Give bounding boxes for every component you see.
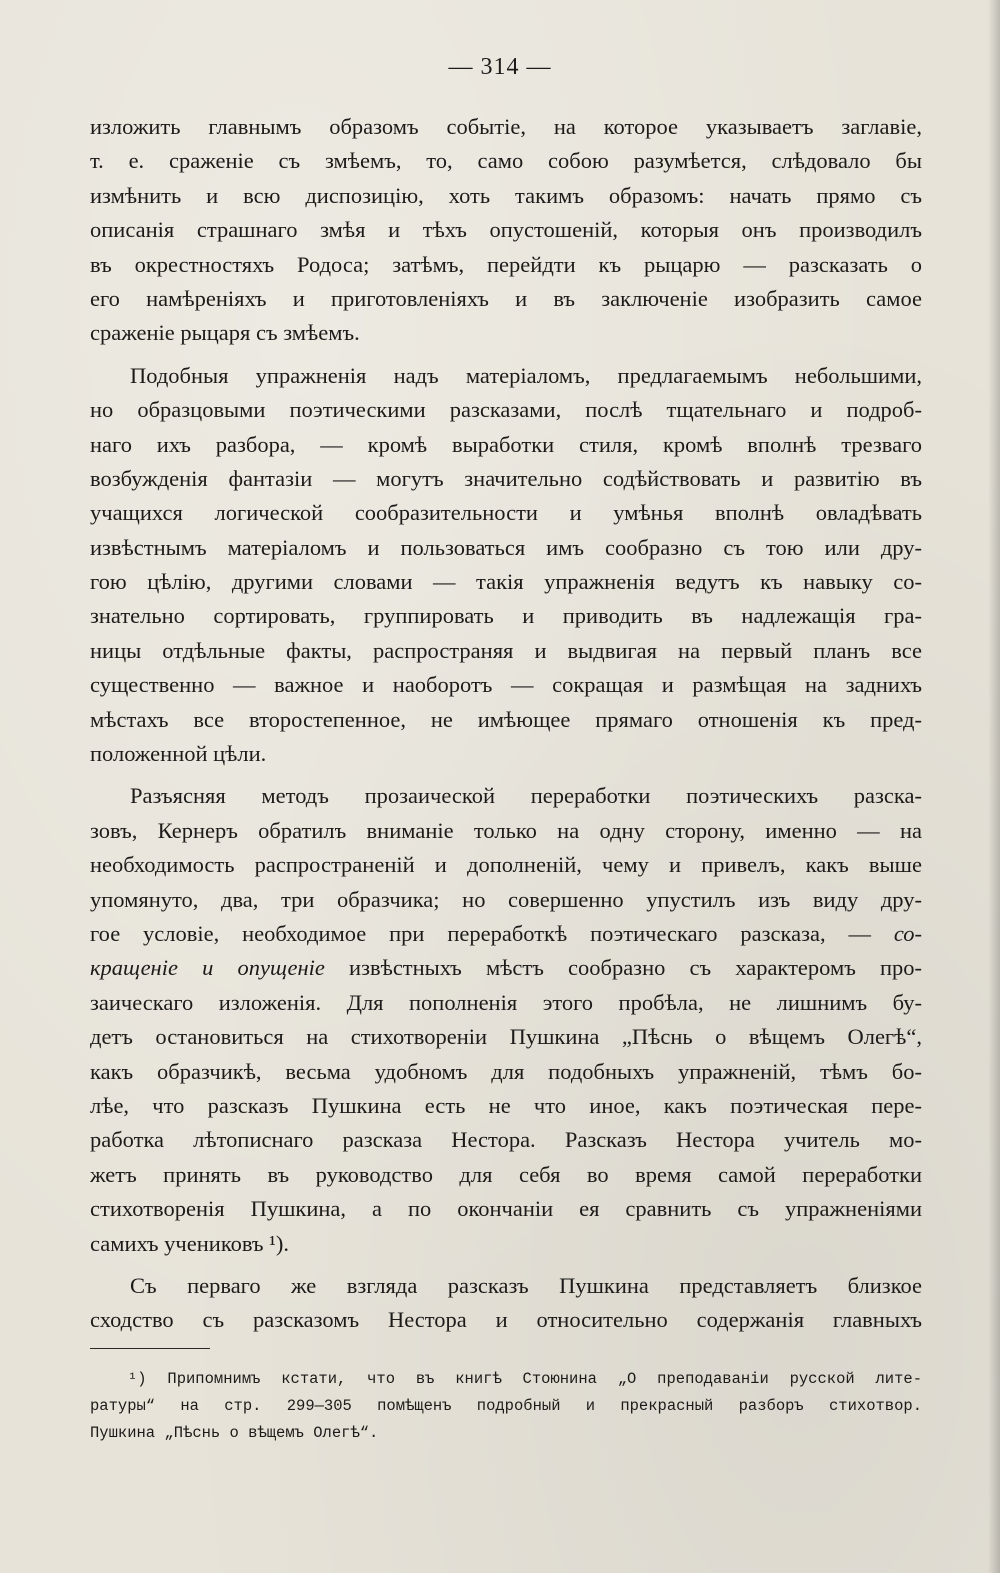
text-line: какъ образчикѣ, весьма удобномъ для подобныхъ упражненій, тѣмъ бо-: [90, 1058, 922, 1084]
text-segment: гое условіе, необходимое при переработкѣ поэтическаго разсказа, —: [90, 920, 871, 946]
text-line: заическаго изложенія. Для пополненія этого пробѣла, не лишнимъ бу-: [90, 989, 922, 1015]
text-line: знательно сортировать, группировать и приводить въ надлежащія гра-: [90, 603, 922, 629]
text-line: измѣнить и всю диспозицію, хоть такимъ образомъ: начать прямо съ: [90, 182, 922, 208]
text-line: описанія страшнаго змѣя и тѣхъ опустошеній, которыя онъ производилъ: [90, 217, 922, 243]
text-line: лѣе, что разсказъ Пушкина есть не что иное, какъ поэтическая пере-: [90, 1092, 922, 1118]
text-line: наго ихъ разбора, — кромѣ выработки стиля, кромѣ вполнѣ трезваго: [90, 431, 922, 457]
text-line: т. е. сраженіе съ змѣемъ, то, само собою разумѣется, слѣдовало бы: [90, 148, 922, 174]
text-segment: извѣстныхъ мѣстъ сообразно съ характеромъ про-: [324, 955, 922, 981]
text-line: ницы отдѣльные факты, распространяя и выдвигая на первый планъ все: [90, 637, 922, 663]
text-line: мѣстахъ все второстепенное, не имѣющее прямаго отношенія къ пред-: [90, 706, 922, 732]
text-line: стихотворенія Пушкина, а по окончаніи ея сравнить съ упражненіями: [90, 1196, 922, 1222]
text-line: учащихся логической сообразительности и умѣнья вполнѣ овладѣвать: [90, 500, 922, 526]
text-line: зовъ, Кернеръ обратилъ вниманіе только на одну сторону, именно — на: [90, 817, 922, 843]
text-line: Подобныя упражненія надъ матеріаломъ, предлагаемымъ небольшими,: [130, 362, 922, 388]
text-line: детъ остановиться на стихотвореніи Пушкина „Пѣснь о вѣщемъ Олегѣ“,: [90, 1024, 922, 1050]
text-line: упомянуто, два, три образчика; но совершенно упустилъ изъ виду дру-: [90, 886, 922, 912]
text-line: работка лѣтописнаго разсказа Нестора. Разсказъ Нестора учитель мо-: [90, 1127, 922, 1153]
footnote: [90, 1366, 922, 1447]
text-line: [90, 951, 922, 985]
body-text: [90, 110, 922, 1338]
text-line: Съ перваго же взгляда разсказъ Пушкина представляетъ близкое: [130, 1272, 922, 1298]
text-line: сраженіе рыцаря съ змѣемъ.: [90, 320, 360, 346]
text-line: возбужденія фантазіи — могутъ значительно содѣйствовать и развитію въ: [90, 465, 922, 491]
footnote-divider: [90, 1348, 210, 1349]
text-line: но образцовыми поэтическими разсказами, послѣ тщательнаго и подроб-: [90, 397, 922, 423]
text-line: въ окрестностяхъ Родоса; затѣмъ, перейдти къ рыцарю — разсказать о: [90, 251, 922, 277]
footnote-line: Пушкина „Пѣснь о вѣщемъ Олегѣ“.: [90, 1424, 379, 1442]
text-line: сходство съ разсказомъ Нестора и относительно содержанія главныхъ: [90, 1307, 922, 1333]
footnote-line: ¹) Припомнимъ кстати, что въ книгѣ Стоюнина „О преподаваніи русской лите-: [128, 1370, 922, 1388]
text-line: гою цѣлію, другими словами — такія упражненія ведутъ къ навыку со-: [90, 569, 922, 595]
text-line: его намѣреніяхъ и приготовленіяхъ и въ заключеніе изобразить самое: [90, 285, 922, 311]
italic-emphasis: кращеніе и опущеніе: [90, 955, 325, 981]
italic-emphasis: со-: [893, 920, 922, 946]
text-line: изложить главнымъ образомъ событіе, на которое указываетъ заглавіе,: [90, 114, 922, 139]
text-line: жетъ принять въ руководство для себя во время самой переработки: [90, 1161, 922, 1187]
text-line: [90, 917, 922, 951]
text-line: существенно — важное и наоборотъ — сокращая и размѣщая на заднихъ: [90, 672, 922, 698]
text-line: необходимость распространеній и дополненій, чему и привелъ, какъ выше: [90, 852, 922, 878]
footnote-line: ратуры“ на стр. 299—305 помѣщенъ подробный и прекрасный разборъ стихотвор.: [90, 1397, 922, 1415]
text-line: Разъясняя методъ прозаической переработки поэтическихъ разска-: [130, 783, 922, 809]
page-edge-shadow: [988, 0, 1000, 1573]
text-line: извѣстнымъ матеріаломъ и пользоваться имъ сообразно съ тою или дру-: [90, 534, 922, 560]
page-number: — 314 —: [448, 54, 552, 80]
text-line: самихъ учениковъ ¹).: [90, 1230, 290, 1256]
text-line: положенной цѣли.: [90, 741, 267, 767]
